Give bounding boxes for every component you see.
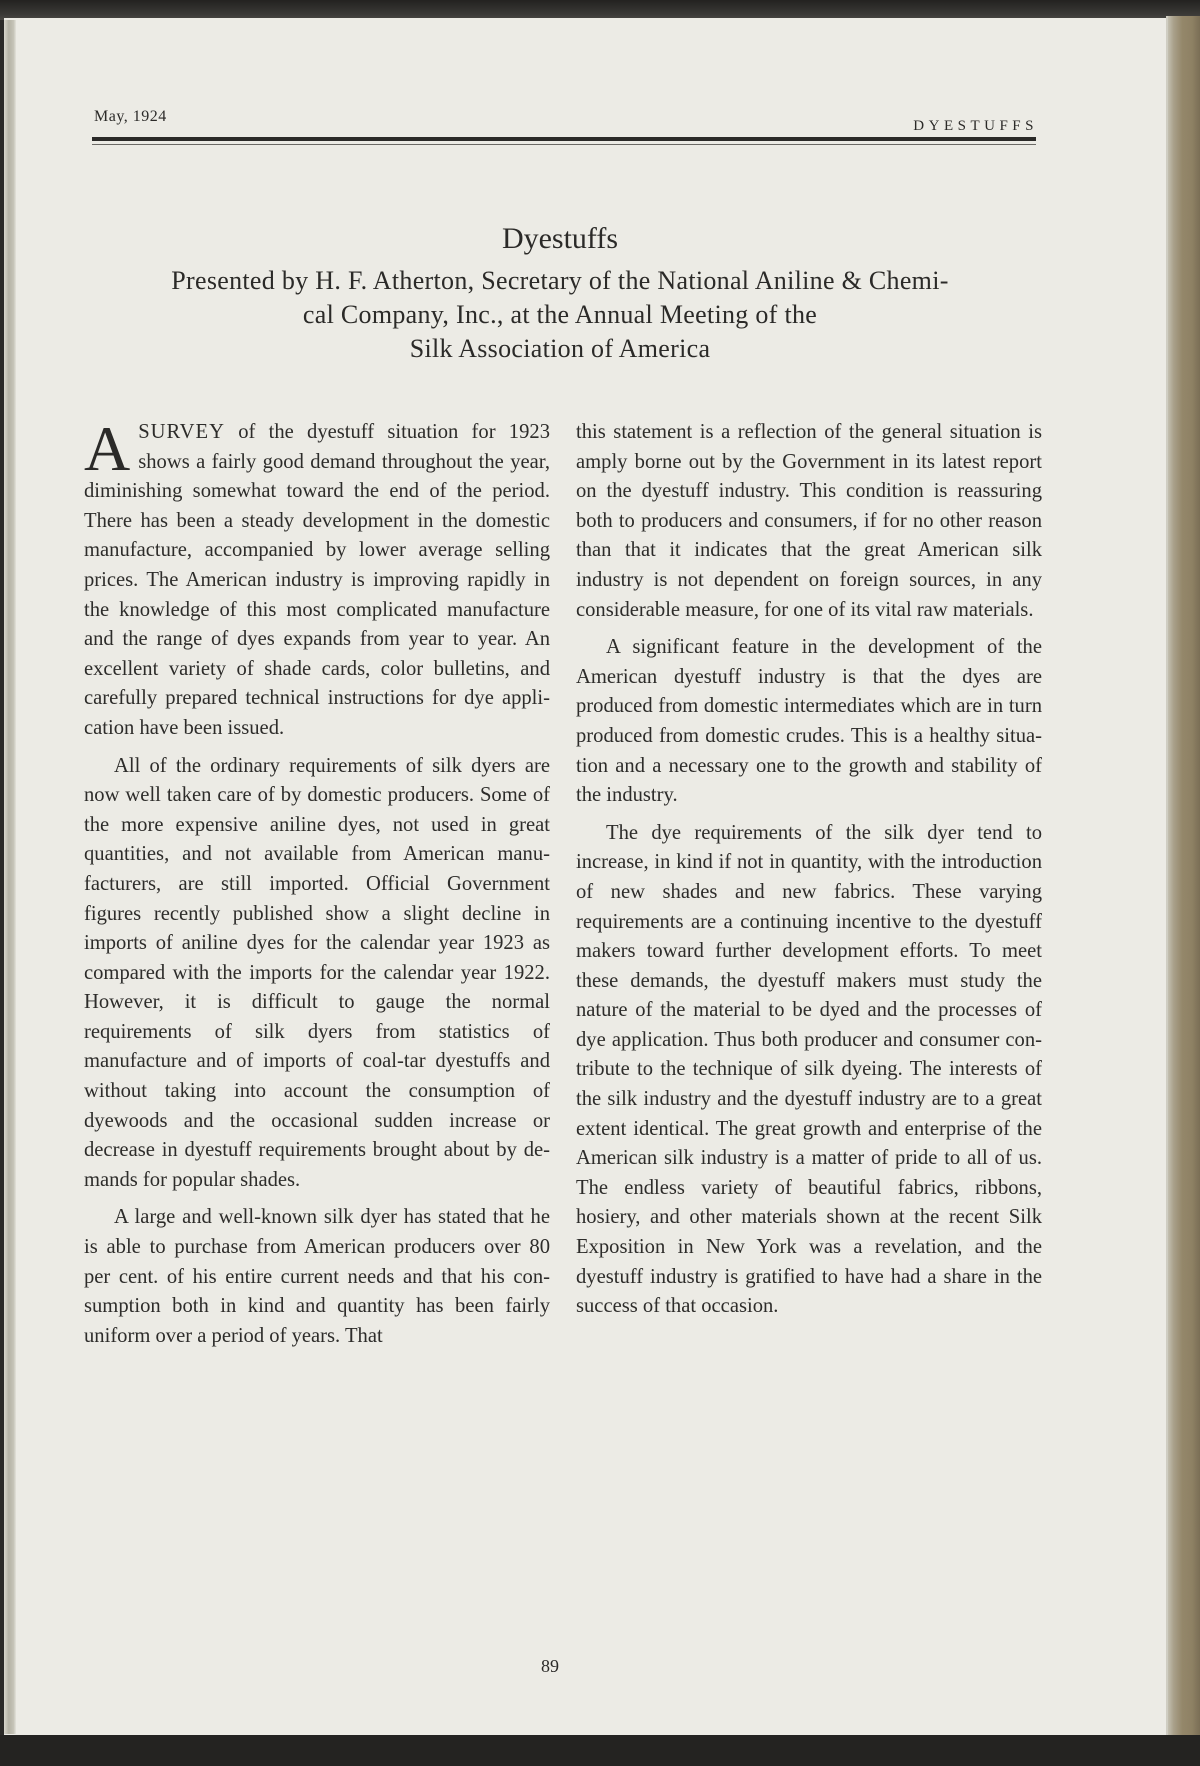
article-header xyxy=(60,220,1060,366)
lead-word: SURVEY xyxy=(138,421,225,443)
byline-line-2: cal Company, Inc., at the Annual Meeting of the xyxy=(302,300,818,329)
drop-cap: A xyxy=(84,413,131,484)
section-title: DYESTUFFS xyxy=(913,118,1038,134)
article-byline xyxy=(60,264,1060,366)
fore-edge-stack xyxy=(1168,16,1200,1738)
paragraph-1-text: of the dyestuff situation for 1923 shows a fairly good demand throughout the year, diminishing somewhat toward the end of the period. There has been a steady development in the domestic manufacture, accompanied by lower average selling prices. The American industry is improving rapidly in the knowledge of this most complicated manufacture and the range of dyes expands from year to year. An excellent variety of shade cards, color bulletins, and carefully prepared technical instructions for dye application have been issued. xyxy=(84,421,550,739)
page-number: 89 xyxy=(541,1656,559,1676)
paragraph-5: A significant feature in the development of the American dyestuff industry is that the dyes are produced from domestic intermediates which are in turn produced from domestic crudes. This is a healthy situation and a necessary one to the growth and stability of the industry. xyxy=(576,636,1042,807)
header-rule-thin xyxy=(92,144,1036,145)
paragraph-2: All of the ordinary requirements of silk dyers are now well taken care of by domestic producers. Some of the more expensive aniline dyes, not used in great quantities, and not available from American manufacturers, are still imported. Official Government figures recently published show a slight decline in imports of aniline dyes for the calendar year 1923 as compared with the imports for the calendar year 1922. However, it is difficult to gauge the normal requirements of silk dyers from statistics of manufacture and of imports of coal-tar dyestuffs and without taking into account the consumption of dyewoods and the occasional sudden increase or decrease in dyestuff requirements brought about by demands for popular shades. xyxy=(84,754,550,1191)
running-head xyxy=(94,108,1038,148)
paragraph-4: this statement is a reflection of the general situation is amply borne out by the Government in its latest report on the dyestuff industry. This condition is reassuring both to producers and consumers, if for no other reason than that it indicates that the great American silk industry is not dependent on foreign sources, in any considerable measure, for one of its vital raw materials. xyxy=(576,421,1042,621)
issue-date: May, 1924 xyxy=(94,108,167,125)
right-column xyxy=(576,418,1042,1330)
paragraph-3: A large and well-known silk dyer has stated that he is able to purchase from American producers over 80 per cent. of his entire current needs and that his consumption both in kind and quantity has been fairly uniform over a period of years. That xyxy=(84,1206,550,1347)
byline-line-3: Silk Association of America xyxy=(409,334,711,363)
page-gutter-edge xyxy=(4,20,16,1734)
article-title: Dyestuffs xyxy=(501,222,619,255)
paragraph-1 xyxy=(84,413,550,744)
byline-line-1: Presented by H. F. Atherton, Secretary of the National Aniline & Chemi- xyxy=(171,266,949,295)
header-rule-thick xyxy=(92,137,1036,141)
paragraph-6: The dye requirements of the silk dyer tend to increase, in kind if not in quantity, with the introduction of new shades and new fabrics. These varying requirements are a continuing incentive to the dyestuff makers toward further development efforts. To meet these demands, the dyestuff makers must study the nature of the material to be dyed and the processes of dye application. Thus both producer and consumer contribute to the technique of silk dyeing. The interests of the silk industry and the dyestuff industry are to a great extent identical. The great growth and enterprise of the American silk industry is a matter of pride to all of us. The endless variety of beautiful fabrics, ribbons, hosiery, and other materials shown at the recent Silk Exposition in New York was a revelation, and the dyestuff industry is gratified to have had a share in the success of that occasion. xyxy=(576,821,1042,1318)
book-binding-bottom xyxy=(0,1735,1200,1766)
book-binding-top xyxy=(0,0,1200,20)
left-column xyxy=(84,413,550,1359)
